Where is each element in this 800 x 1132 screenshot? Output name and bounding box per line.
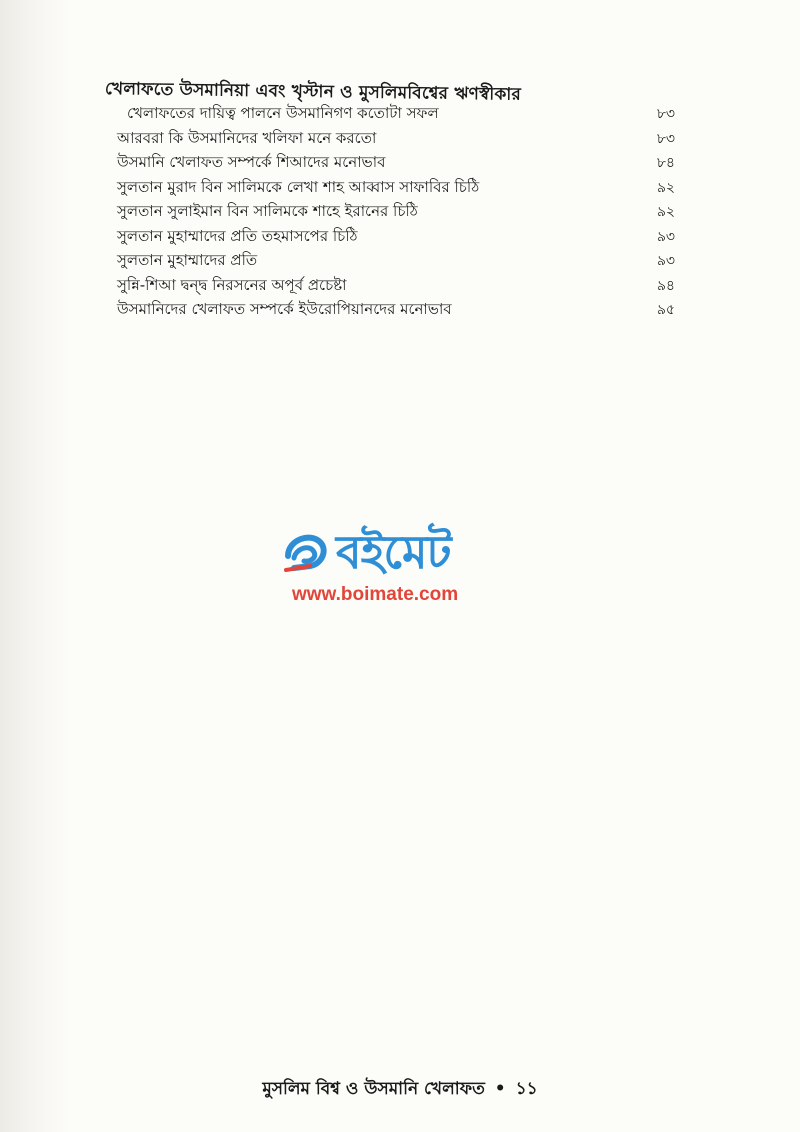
toc-entry — [105, 151, 675, 176]
toc-entry — [105, 274, 675, 299]
toc-entry-page: ৮৩ — [656, 106, 675, 122]
toc-entry-page: ৯২ — [656, 179, 675, 196]
toc-entry — [105, 225, 675, 250]
toc-heading-text: খেলাফতে উসমানিয়া এবং খৃস্টান ও মুসলিমবিশ্বের ঋণস্বীকার — [104, 79, 522, 105]
toc-entry-title: সুলতান মুহাম্মাদের প্রতি তহমাসপের চিঠি — [117, 226, 358, 245]
toc-entry-page: ৯৩ — [656, 228, 675, 245]
toc-entry-page: ৮৩ — [656, 130, 675, 147]
toc-entry — [105, 249, 675, 274]
toc-entry — [105, 127, 675, 152]
toc-entry — [105, 298, 675, 323]
toc-entry-title: সুন্নি-শিআ দ্বন্দ্ব নিরসনের অপূর্ব প্রচেষ্টা — [117, 275, 347, 294]
toc-entry — [105, 176, 675, 201]
watermark-logo — [280, 522, 520, 582]
toc-entry-title: সুলতান মুরাদ বিন সালিমকে লেখা শাহ আব্বাস সাফাবির চিঠি — [117, 177, 480, 196]
toc-entry-page: ৯২ — [656, 204, 675, 220]
table-of-contents — [105, 78, 675, 323]
footer-bullet: • — [494, 1079, 506, 1099]
footer-book-title: মুসলিম বিশ্ব ও উসমানি খেলাফত — [262, 1079, 485, 1099]
watermark — [280, 522, 520, 612]
toc-list — [105, 102, 675, 323]
toc-entry-title: উসমানি খেলাফত সম্পর্কে শিআদের মনোভাব — [117, 153, 386, 171]
watermark-url: www.boimate.com — [292, 584, 459, 605]
footer-page-number: ১১ — [515, 1079, 538, 1099]
toc-entry-page: ৯৩ — [656, 253, 675, 269]
watermark-title: বইমেট — [336, 525, 451, 579]
paperclip-book-icon — [280, 526, 332, 578]
page-footer — [0, 1076, 800, 1104]
toc-entry-title: সুলতান মুহাম্মাদের প্রতি — [117, 251, 258, 269]
toc-entry-title: খেলাফতের দায়িত্ব পালনে উসমানিগণ কতোটা সফল — [127, 104, 439, 122]
toc-entry-title: সুলতান সুলাইমান বিন সালিমকে শাহে ইরানের চিঠি — [117, 202, 418, 220]
toc-entry-page: ৯৫ — [656, 302, 675, 318]
toc-entry-page: ৯৪ — [656, 277, 675, 294]
page-gutter-shadow — [0, 0, 70, 1132]
toc-entry-title: উসমানিদের খেলাফত সম্পর্কে ইউরোপিয়ানদের মনোভাব — [117, 300, 452, 318]
toc-entry-page: ৮৪ — [656, 155, 675, 171]
toc-entry — [105, 200, 675, 225]
toc-entry-title: আরবরা কি উসমানিদের খলিফা মনে করতো — [117, 128, 377, 147]
